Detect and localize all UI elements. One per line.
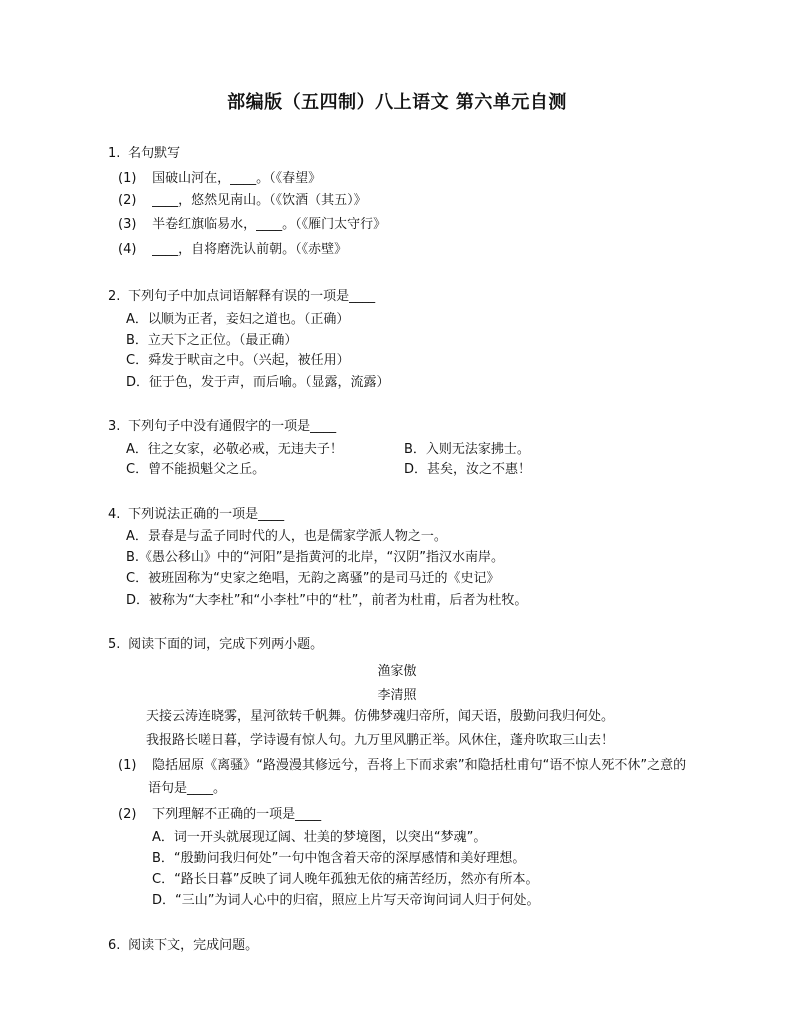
page-title: 部编版（五四制）八上语文 第六单元自测 [227,92,567,113]
question-number: 6. [108,938,121,953]
q5-sub-2 [118,806,321,824]
question-3 [108,418,336,436]
item-text: ____，自将磨洗认前朝。（《赤壁》 [152,242,348,257]
item-text: 下列理解不正确的一项是____ [152,807,322,822]
item-number: (1) [118,171,137,186]
q1-item-1 [118,170,321,188]
q4-option-c: C．被班固称为“史家之绝唱，无韵之离骚”的是司马迁的《史记》 [126,571,500,586]
question-number: 3. [108,419,121,434]
q2-option-c: C．舜发于畎亩之中。（兴起，被任用） [126,353,350,368]
question-stem: 名句默写 [128,146,181,161]
question-number: 4. [108,507,121,522]
q2-option-a: A．以顺为正者，妾妇之道也。（正确） [126,312,350,327]
item-number: (2) [118,807,137,822]
q1-item-2 [118,192,367,210]
question-stem: 下列句子中加点词语解释有误的一项是____ [128,289,376,304]
question-1 [108,145,180,163]
question-2 [108,288,375,306]
poem-author: 李清照 [377,688,417,703]
item-text: ____，悠然见南山。（《饮酒（其五）》 [152,193,367,208]
poem-title: 渔家傲 [377,664,417,679]
question-6 [108,937,258,955]
item-text: 国破山河在，____。（《春望》 [152,171,322,186]
item-number: (1) [118,758,137,773]
question-number: 1. [108,146,121,161]
q2-option-d: D．征于色，发于声，而后喻。（显露，流露） [126,375,390,390]
item-text: 隐括屈原《离骚》“路漫漫其修远兮，吾将上下而求索”和隐括杜甫句“语不惊人死不休”之意的 [152,758,687,773]
q1-item-4 [118,241,347,259]
item-number: (2) [118,193,137,208]
item-number: (3) [118,217,137,232]
question-stem: 阅读下面的词，完成下列两小题。 [128,637,324,652]
question-stem: 下列句子中没有通假字的一项是____ [128,419,337,434]
q5-sub2-option-a: A．词一开头就展现辽阔、壮美的梦境图，以突出“梦魂”。 [152,830,487,845]
q3-option-a: A．往之女家，必敬必戒，无违夫子！ [126,442,343,457]
q5-sub2-option-d: D．“三山”为词人心中的归宿，照应上片写天帝询问词人归于何处。 [152,893,540,908]
question-4 [108,506,284,524]
poem-line-1: 天接云涛连晓雾，星河欲转千帆舞。仿佛梦魂归帝所，闻天语，殷勤问我归何处。 [146,709,615,724]
poem-line-2: 我报路长嗟日暮，学诗谩有惊人句。九万里风鹏正举。风休住，蓬舟吹取三山去！ [146,733,615,748]
q4-option-b: B.《愚公移山》中的“河阳”是指黄河的北岸，“汉阴”指汉水南岸。 [126,550,504,565]
item-number: (4) [118,242,137,257]
q5-sub2-option-c: C．“路长日暮”反映了词人晚年孤独无依的痛苦经历，然亦有所本。 [152,872,539,887]
q3-option-d: D．甚矣，汝之不惠！ [404,462,532,477]
question-number: 2. [108,289,121,304]
question-number: 5. [108,637,121,652]
q5-sub-1 [118,757,686,775]
question-stem: 下列说法正确的一项是____ [128,507,285,522]
item-text: 半卷红旗临易水，____。（《雁门太守行》 [152,217,387,232]
q5-sub-1-cont: 语句是____。 [148,781,227,796]
q3-option-b: B．入则无法家拂士。 [404,442,530,457]
question-5 [108,636,323,654]
q5-sub2-option-b: B．“殷勤问我归何处”一句中饱含着天帝的深厚感情和美好理想。 [152,851,526,866]
question-stem: 阅读下文，完成问题。 [128,938,259,953]
q4-option-d: D．被称为“大李杜”和“小李杜”中的“杜”，前者为杜甫，后者为杜牧。 [126,593,528,608]
q2-option-b: B．立天下之正位。（最正确） [126,333,298,348]
q1-item-3 [118,216,386,234]
q3-option-c: C．曾不能损魁父之丘。 [126,462,266,477]
q4-option-a: A．景春是与孟子同时代的人，也是儒家学派人物之一。 [126,529,447,544]
